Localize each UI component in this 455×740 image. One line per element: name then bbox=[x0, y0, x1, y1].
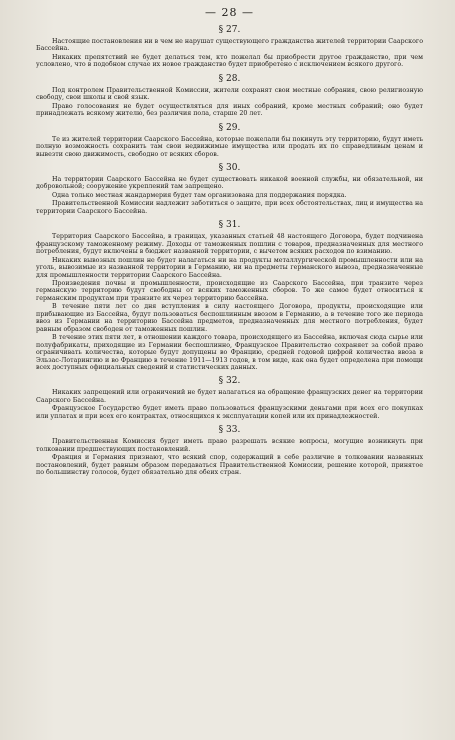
sections-container bbox=[36, 25, 423, 476]
section-heading: § 27. bbox=[218, 25, 241, 35]
paragraph: В течение пяти лет со дня вступления в силу настоящего Договора, продукты, происходящие или прибывающие из Бассейна, будут пользоваться беспошлинным ввозом в Германию, а в течение того же периода ввоз из Германии на территорию Бассейна предметов, предназначенных для местного потребления, будет равным образом свободен от таможенных пошлин. bbox=[36, 303, 423, 333]
section-29 bbox=[36, 123, 423, 158]
section-33 bbox=[36, 425, 423, 476]
paragraph: Французское Государство будет иметь право пользоваться французскими деньгами при всех его покупках или уплатах и при всех его контрактах, относящихся к эксплуатации копей или их принадлежностей. bbox=[36, 405, 423, 420]
paragraph: Территория Саарского Бассейна, в границах, указанных статьей 48 настоящего Договора, будет подчинена французскому таможенному режиму. Доходы от таможенных пошлин с товаров, предназначенных для местного потребления, будут включены в бюджет названной территории, с вычетом всяких расходов по взиманию. bbox=[36, 233, 423, 256]
paragraph: Франция и Германия признают, что всякий спор, содержащий в себе различие в толковании названных постановлений, будет равным образом передаваться Правительственной Комиссии, решение которой, принятое по большинству голосов, будет обязательно для обеих стран. bbox=[36, 454, 423, 477]
section-31 bbox=[36, 220, 423, 371]
section-heading: § 32. bbox=[218, 376, 241, 387]
paragraph: Никаких вывозных пошлин не будет налагаться ни на продукты металлургической промышленности или на уголь, вывозимые из названной территории в Германию, ни на предметы германского вывоза, предназначенные для промышленности территории Саарского Бассейна. bbox=[36, 256, 423, 279]
paragraph: Никаких препятствий не будет делаться тем, кто пожелал бы приобрести другое гражданство, при чем условлено, что в подобном случае их новое гражданство будет приобретено с исключением всякого другого. bbox=[36, 53, 423, 69]
section-heading: § 29. bbox=[218, 122, 241, 133]
section-heading: § 33. bbox=[218, 425, 241, 436]
page-number: — 28 — bbox=[205, 6, 254, 19]
section-30 bbox=[36, 163, 423, 215]
section-32 bbox=[36, 376, 423, 420]
paragraph: Право голосования не будет осуществляться для иных собраний, кроме местных собраний; оно будет принадлежать всякому жителю, без различия пола, старше 20 лет. bbox=[36, 102, 423, 118]
paragraph: Те из жителей территории Саарского Бассейна, которые пожелали бы покинуть эту территорию, будут иметь полную возможность сохранить там свои недвижимые имущества или продать их по справедливым ценам и вывезти свою движимость, свободно от всяких сборов. bbox=[36, 135, 423, 158]
section-28 bbox=[36, 74, 423, 118]
paragraph: Настоящие постановления ни в чем не нарушат существующего гражданства жителей территории Саарского Бассейна. bbox=[36, 38, 423, 53]
section-heading: § 30. bbox=[218, 162, 241, 173]
section-heading: § 31. bbox=[218, 220, 241, 231]
section-heading: § 28. bbox=[218, 73, 241, 84]
paragraph: Произведения почвы и промышленности, происходящие из Саарского Бассейна, при транзите через германскую территорию будут свободны от всяких таможенных сборов. То же самое будет относиться к германским продуктам при транзите их через территорию бассейна. bbox=[36, 279, 423, 302]
paragraph: На территории Саарского Бассейна не будет существовать никакой военной службы, ни обязательной, ни добровольной; сооружение укреплений там запрещено. bbox=[36, 175, 423, 191]
paragraph: Правительственная Комиссия будет иметь право разрешать всякие вопросы, могущие возникнуть при толковании предшествующих постановлений. bbox=[36, 438, 423, 453]
paragraph: Никаких запрещений или ограничений не будет налагаться на обращение французских денег на территории Саарского Бассейна. bbox=[36, 389, 423, 404]
paragraph: Под контролем Правительственной Комиссии, жители сохранят свои местные собрания, свою религиозную свободу, свои школы и свой язык. bbox=[36, 86, 423, 102]
paragraph: Правительственной Комиссии надлежит заботиться о защите, при всех обстоятельствах, лиц и имущества на территории Саарского Бассейна. bbox=[36, 200, 423, 215]
section-27 bbox=[36, 25, 423, 69]
paragraph: В течение этих пяти лет, в отношении каждого товара, происходящего из Бассейна, включая сюда сырье или полуфабрикаты, приходящие из Германии беспошлинно, Французское Правительство сохраняет за собой право ограничивать количества, которые будут допущены во Францию, средней годовой цифрой количества ввоза в Эльзас-Лотарингию и во Францию в течение 1911—1913 годов, в том виде, как она будет определена при помощи всех доступных официальных сведений и статистических данных. bbox=[36, 334, 423, 371]
paragraph: Одна только местная жандармерия будет там организована для поддержания порядка. bbox=[52, 191, 347, 199]
